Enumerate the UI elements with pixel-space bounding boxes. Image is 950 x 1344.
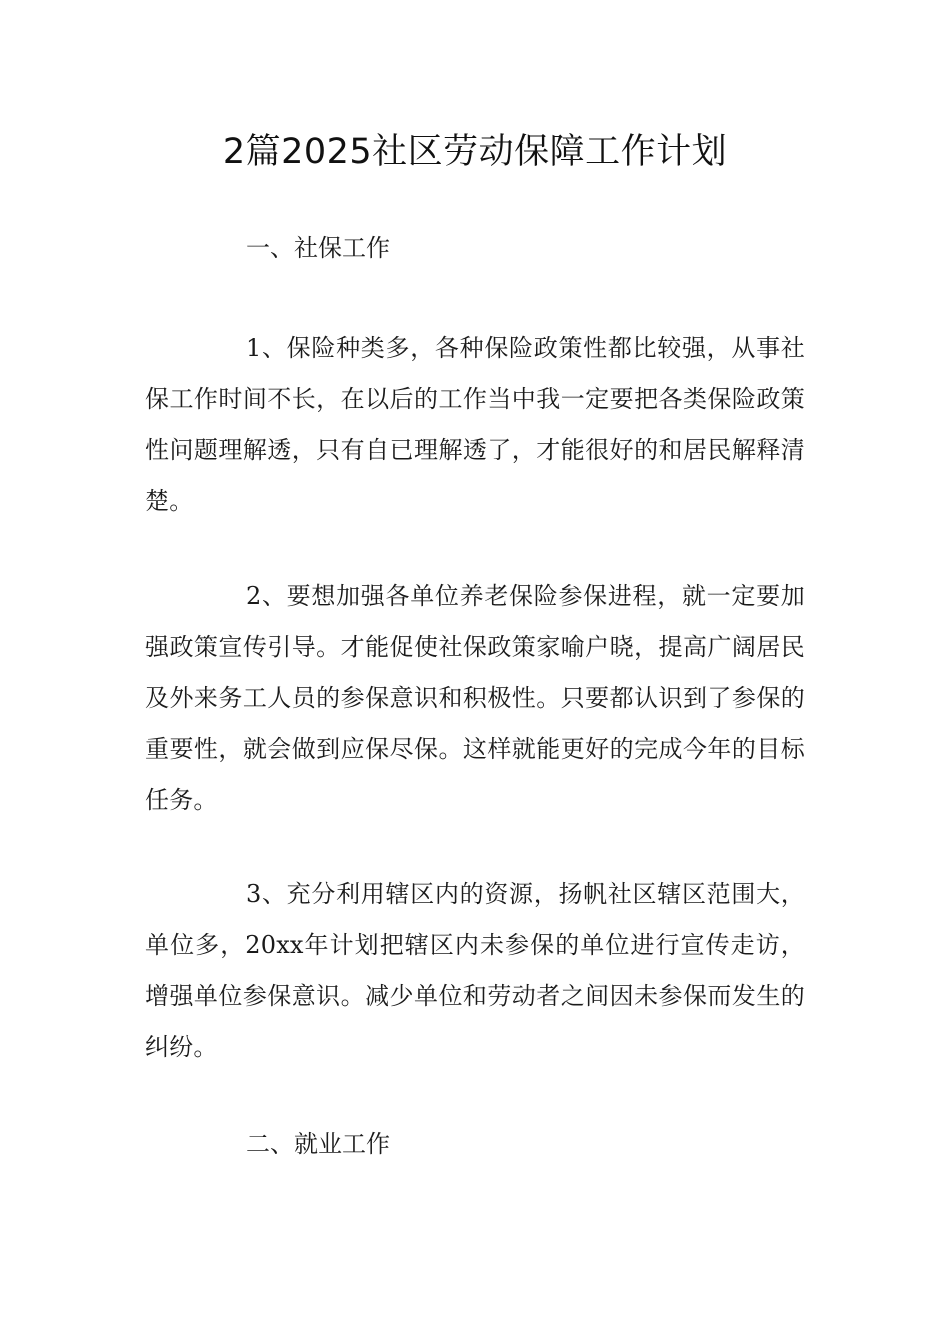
paragraph-2: 2、要想加强各单位养老保险参保进程，就一定要加强政策宣传引导。才能促使社保政策家喻户晓，提高广阔居民及外来务工人员的参保意识和积极性。只要都认识到了参保的重要性，就会做到应保尽保。这样就能更好的完成今年的目标任务。 [145, 582, 805, 814]
section-heading-social-security: 一、社保工作 [246, 234, 390, 262]
paragraph-1: 1、保险种类多，各种保险政策性都比较强，从事社保工作时间不长，在以后的工作当中我一定要把各类保险政策性问题理解透，只有自已理解透了，才能很好的和居民解释清楚。 [145, 334, 805, 515]
section-heading-employment: 二、就业工作 [246, 1130, 390, 1158]
document-title: 2篇2025社区劳动保障工作计划 [222, 132, 728, 172]
paragraph-3: 3、充分利用辖区内的资源，扬帆社区辖区范围大，单位多，20xx年计划把辖区内未参保的单位进行宣传走访，增强单位参保意识。减少单位和劳动者之间因未参保而发生的纠纷。 [145, 880, 805, 1061]
